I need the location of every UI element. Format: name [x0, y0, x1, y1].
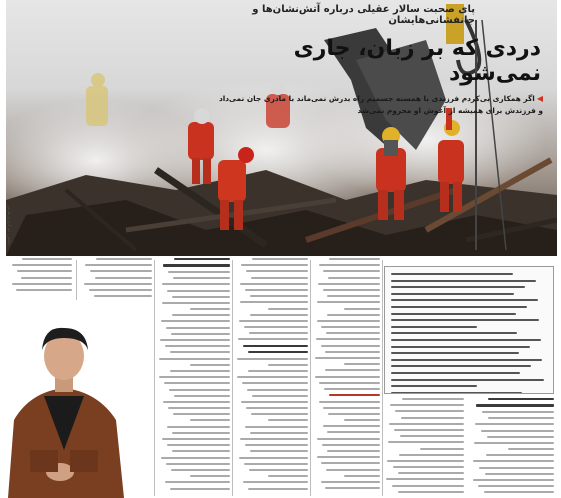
text-line	[391, 286, 525, 288]
text-line	[250, 295, 308, 297]
text-line	[481, 430, 554, 432]
text-line	[85, 264, 152, 266]
text-line	[475, 423, 554, 425]
text-line	[190, 475, 230, 477]
text-line	[474, 442, 554, 444]
text-line	[171, 333, 230, 335]
text-line	[241, 401, 308, 403]
text-line	[391, 365, 531, 367]
text-line	[244, 326, 308, 328]
text-line	[172, 450, 230, 452]
text-line	[245, 289, 308, 291]
text-line	[386, 478, 464, 480]
text-line	[248, 488, 308, 490]
text-line	[170, 351, 230, 353]
text-line	[317, 301, 380, 303]
text-line	[249, 469, 308, 471]
text-line	[387, 460, 464, 462]
text-line	[391, 346, 530, 348]
text-line	[168, 407, 230, 409]
text-line	[391, 385, 477, 387]
text-line	[162, 283, 230, 285]
text-line	[251, 277, 308, 279]
text-line	[508, 448, 554, 450]
kicker: پای صحبت سالار عقیلی درباره آتش‌نشان‌ها و جانفشانی‌هایشان	[252, 4, 475, 26]
text-line	[22, 258, 72, 260]
text-line	[399, 454, 464, 456]
text-line	[488, 417, 554, 419]
text-line	[252, 395, 308, 397]
text-line	[163, 264, 230, 266]
text-line	[167, 444, 230, 446]
red-arrow-icon: ◀	[536, 94, 543, 103]
text-line	[391, 352, 519, 354]
text-line	[319, 264, 380, 266]
text-line	[161, 320, 230, 322]
text-line	[326, 469, 380, 471]
text-line	[344, 475, 380, 477]
text-line	[321, 481, 380, 483]
text-line	[325, 487, 380, 489]
text-line	[166, 327, 230, 329]
text-line	[401, 417, 464, 419]
text-line	[249, 332, 308, 334]
text-line	[317, 456, 380, 458]
text-line	[391, 280, 536, 282]
text-line	[163, 401, 230, 403]
text-line	[400, 435, 464, 437]
text-line	[316, 338, 380, 340]
text-line	[391, 392, 522, 394]
text-line	[317, 320, 380, 322]
text-line	[325, 369, 380, 371]
text-line	[239, 457, 308, 459]
text-line	[327, 431, 380, 433]
text-line	[391, 306, 527, 308]
text-line	[391, 319, 539, 321]
photo-credit: عکس: خبرگزاری فارس	[7, 205, 12, 245]
text-line	[391, 299, 538, 301]
text-line	[173, 413, 230, 415]
quote-box	[384, 266, 554, 394]
text-column	[158, 258, 230, 498]
text-column	[8, 258, 72, 296]
text-line	[16, 289, 72, 291]
text-line	[322, 444, 380, 446]
text-line	[388, 441, 464, 443]
text-line	[328, 413, 380, 415]
text-line	[190, 419, 230, 421]
text-line	[238, 338, 308, 340]
text-line	[321, 345, 380, 347]
text-line	[159, 376, 230, 378]
text-line	[473, 460, 554, 462]
text-line	[488, 398, 554, 400]
headline: دردی که بر زبان، جاری نمی‌شود	[293, 36, 541, 86]
text-line	[246, 270, 308, 272]
text-line	[268, 475, 308, 477]
text-line	[248, 370, 308, 372]
text-line	[172, 314, 230, 316]
text-line	[318, 283, 380, 285]
text-line	[159, 358, 230, 360]
text-line	[319, 382, 380, 384]
text-line	[391, 293, 514, 295]
text-line	[323, 289, 380, 291]
text-line	[170, 370, 230, 372]
text-line	[395, 410, 464, 412]
text-line	[247, 389, 308, 391]
text-line	[391, 359, 542, 361]
text-line	[160, 339, 230, 341]
text-line	[315, 376, 380, 378]
text-line	[391, 339, 541, 341]
text-line	[420, 448, 464, 450]
text-line	[95, 277, 152, 279]
text-line	[323, 425, 380, 427]
text-line	[17, 270, 72, 272]
text-line	[391, 332, 517, 334]
text-line	[174, 395, 230, 397]
text-line	[484, 491, 554, 493]
text-line	[240, 283, 308, 285]
text-line	[243, 345, 308, 347]
text-line	[21, 277, 72, 279]
text-line	[393, 466, 464, 468]
text-line	[327, 450, 380, 452]
hero-photo	[6, 0, 557, 256]
text-line	[486, 454, 554, 456]
text-line	[324, 388, 380, 390]
text-line	[398, 491, 464, 493]
text-line	[344, 363, 380, 365]
text-line	[268, 419, 308, 421]
text-line	[12, 283, 72, 285]
text-line	[248, 351, 308, 353]
text-line	[325, 351, 380, 353]
headline-block	[215, 4, 545, 117]
text-line	[326, 332, 380, 334]
portrait-photo	[0, 300, 130, 498]
text-line	[162, 438, 230, 440]
text-line	[250, 432, 308, 434]
lede-text: اگر همکاری بی‌کردم فرزندی با همسنه جسمیم راه بدرش نمی‌ماند با مادری جان نمی‌داد و فرزندش برای همیشه از آغوش او محروم نمی‌شد	[218, 94, 543, 115]
text-line	[239, 320, 308, 322]
text-line	[394, 429, 464, 431]
text-line	[245, 444, 308, 446]
text-line	[268, 308, 308, 310]
text-line	[168, 271, 230, 273]
text-line	[323, 407, 380, 409]
text-line	[165, 481, 230, 483]
text-line	[245, 426, 308, 428]
text-line	[398, 472, 464, 474]
text-line	[250, 450, 308, 452]
text-line	[162, 302, 230, 304]
text-line	[391, 372, 520, 374]
text-line	[315, 357, 380, 359]
text-line	[317, 438, 380, 440]
text-line	[170, 488, 230, 490]
lede	[215, 93, 545, 117]
text-line	[391, 273, 513, 275]
text-column	[80, 258, 152, 302]
text-line	[240, 301, 308, 303]
text-line	[171, 469, 230, 471]
text-line	[391, 379, 544, 381]
text-line	[402, 398, 464, 400]
text-line	[12, 264, 72, 266]
text-line	[485, 473, 554, 475]
text-line	[237, 358, 308, 360]
text-column	[470, 398, 554, 498]
text-line	[323, 270, 380, 272]
text-line	[94, 295, 152, 297]
text-line	[319, 401, 380, 403]
text-line	[487, 436, 554, 438]
text-line	[172, 432, 230, 434]
text-line	[96, 258, 152, 260]
text-line	[172, 296, 230, 298]
text-line	[190, 308, 230, 310]
text-line	[161, 457, 230, 459]
text-line	[242, 382, 308, 384]
text-line	[190, 364, 230, 366]
text-line	[389, 423, 464, 425]
text-line	[167, 426, 230, 428]
text-line	[166, 463, 230, 465]
text-line	[250, 314, 308, 316]
text-line	[327, 295, 380, 297]
text-line	[173, 277, 230, 279]
text-line	[478, 485, 554, 487]
firefighter-figure	[86, 73, 108, 126]
text-line	[473, 479, 554, 481]
text-line	[169, 389, 230, 391]
text-line	[252, 258, 308, 260]
text-line	[321, 462, 380, 464]
text-line	[165, 345, 230, 347]
text-line	[344, 419, 380, 421]
text-line	[174, 258, 230, 260]
text-line	[479, 467, 554, 469]
text-line	[251, 413, 308, 415]
text-line	[391, 313, 516, 315]
text-line	[240, 438, 308, 440]
text-line	[476, 404, 554, 406]
text-line	[164, 382, 230, 384]
text-line	[90, 270, 152, 272]
text-line	[328, 277, 380, 279]
text-line	[390, 404, 464, 406]
text-column	[236, 258, 308, 498]
text-line	[329, 258, 380, 260]
text-line	[329, 394, 380, 396]
text-line	[243, 481, 308, 483]
text-line	[241, 264, 308, 266]
text-line	[167, 290, 230, 292]
text-line	[237, 376, 308, 378]
portrait-image	[0, 300, 130, 498]
text-line	[392, 485, 464, 487]
text-line	[244, 463, 308, 465]
text-column	[384, 398, 464, 498]
text-line	[89, 289, 152, 291]
text-line	[327, 314, 380, 316]
text-line	[84, 283, 152, 285]
text-line	[268, 364, 308, 366]
text-line	[246, 407, 308, 409]
text-line	[321, 326, 380, 328]
text-line	[344, 308, 380, 310]
text-column	[314, 258, 380, 498]
text-line	[391, 326, 477, 328]
text-line	[482, 411, 554, 413]
